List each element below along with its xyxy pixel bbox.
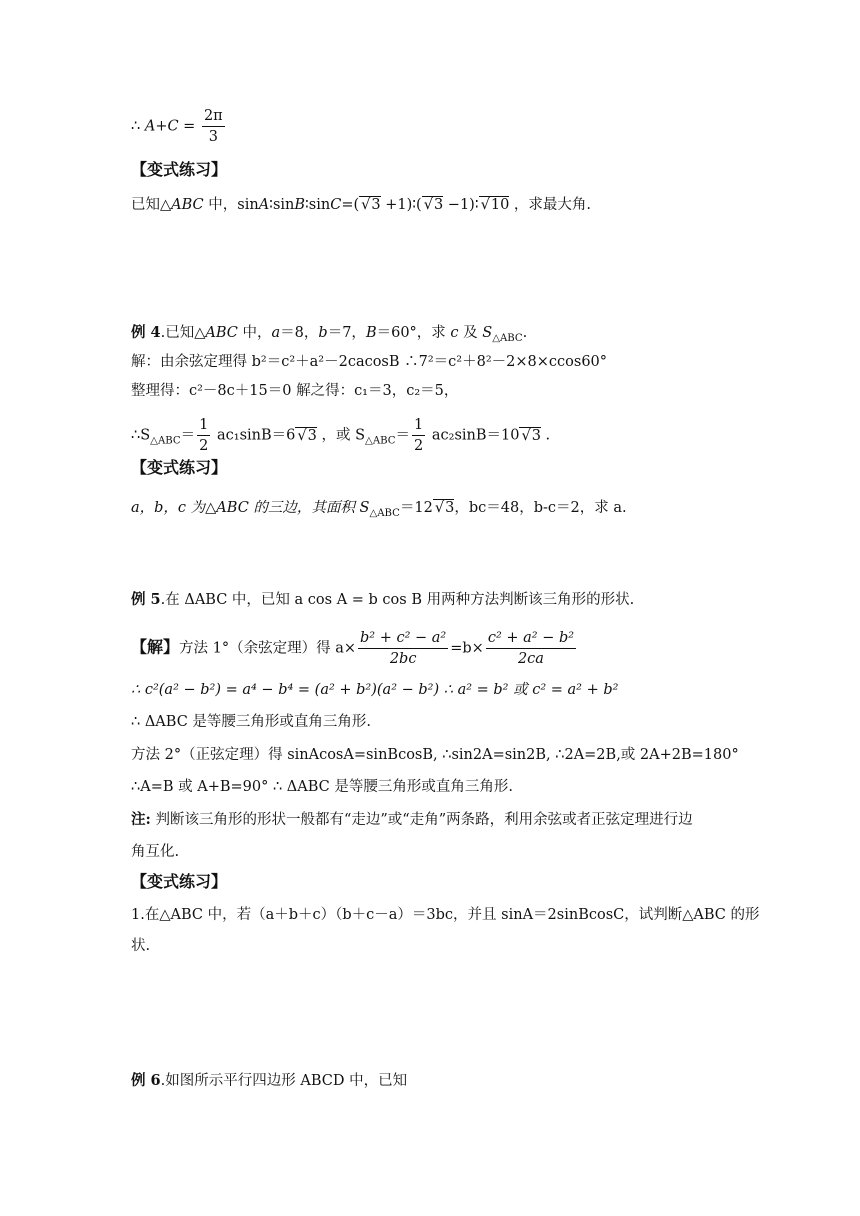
therefore-symbol: ∴ — [131, 118, 141, 135]
text: c — [450, 325, 459, 341]
solution-label: 【解】 — [131, 637, 180, 657]
subscript: △ABC — [365, 435, 396, 447]
example-5-conclusion-1: ∴ ΔABC 是等腰三角形或直角三角形. — [131, 714, 372, 730]
example-4-solution-line-3 — [131, 415, 550, 456]
cosine-fraction-a — [358, 628, 448, 669]
text: .已知△ — [160, 325, 206, 341]
text: ac₂sinB＝10 — [427, 427, 520, 444]
example-4-statement — [131, 323, 527, 343]
fraction-numerator: 2π — [202, 106, 225, 127]
example-label: 例 6 — [131, 1072, 161, 1089]
fraction-numerator: b² + c² − a² — [358, 628, 448, 649]
example-5-method-2: 方法 2°（正弦定理）得 sinAcosA=sinBcosB, ∴sin2A=sin2B, ∴2A=2B,或 2A+2B=180° — [131, 747, 739, 763]
text: ABC — [205, 325, 238, 341]
text: ＝7， — [327, 325, 366, 341]
example-5-conclusion-2: ∴A=B 或 A+B=90° ∴ ΔABC 是等腰三角形或直角三角形. — [131, 779, 513, 795]
practice-2-problem — [131, 498, 627, 518]
text: =( — [341, 197, 360, 213]
text: ＝8， — [280, 325, 319, 341]
fraction-denominator: 2bc — [389, 651, 417, 667]
example-5-statement — [131, 590, 634, 610]
angle-sum-fraction — [202, 106, 225, 147]
text: +1)∶( — [380, 197, 422, 213]
subscript: △ABC — [492, 332, 523, 344]
text: . — [540, 427, 551, 444]
example-6-statement — [131, 1071, 407, 1091]
text: 中， — [237, 325, 272, 341]
fraction-denominator: 2ca — [517, 651, 544, 667]
fraction-numerator: c² + a² − b² — [486, 628, 576, 649]
sqrt-3: √ 3 — [433, 499, 454, 516]
half-fraction — [197, 415, 210, 456]
text: =b× — [450, 640, 484, 657]
half-fraction — [412, 415, 425, 456]
text: C — [330, 197, 342, 213]
text: ac₁sinB＝6 — [212, 427, 296, 444]
text: a — [271, 325, 281, 341]
note-label: 注: — [131, 811, 151, 828]
fraction-denominator: 2 — [414, 438, 424, 454]
text: B — [294, 197, 306, 213]
text: ∴S — [131, 427, 151, 444]
angle-sum-lhs: A+C = — [144, 118, 196, 135]
example-5-method-1 — [131, 628, 578, 669]
practice-1-problem — [131, 195, 591, 215]
text: ＝ — [180, 427, 196, 444]
text: B — [365, 325, 377, 341]
example-4-solution-line-2: 整理得：c²－8c＋15＝0 解之得：c₁＝3，c₂＝5， — [131, 383, 459, 399]
angle-sum-result — [131, 106, 227, 147]
text: ＝ — [395, 427, 411, 444]
example-5-derivation: ∴ c²(a² − b²) = a⁴ − b⁴ = (a² + b²)(a² − b²) ∴ a² = b² 或 c² = a² + b² — [131, 682, 619, 698]
text: . — [522, 325, 528, 341]
text: ABC — [171, 197, 204, 213]
text: S — [482, 325, 493, 341]
fraction-denominator: 3 — [208, 129, 218, 145]
text: ＝12 — [399, 500, 433, 516]
subscript: △ABC — [369, 507, 400, 519]
practice-3-line-1: 1.在△ABC 中，若（a＋b＋c）（b＋c－a）＝3bc，并且 sinA＝2sinBcosC，试判断△ABC 的形 — [131, 907, 760, 923]
fraction-numerator: 1 — [197, 415, 210, 436]
example-label: 例 5 — [131, 591, 161, 608]
text: 及 — [458, 325, 483, 341]
text: ，bc＝48，b-c＝2，求 a. — [454, 500, 627, 516]
example-5-note — [131, 810, 693, 830]
text: b — [318, 325, 328, 341]
text: 中，sin — [203, 197, 259, 213]
text: ＝60°，求 — [376, 325, 451, 341]
sqrt-3: √ 3 — [359, 196, 380, 213]
text: −1)∶ — [443, 197, 479, 213]
sqrt-10: √ 10 — [479, 196, 510, 213]
sqrt-3: √ 3 — [422, 196, 443, 213]
fraction-denominator: 2 — [199, 438, 209, 454]
sqrt-3: √ 3 — [519, 427, 540, 444]
text: 已知△ — [131, 197, 172, 213]
cosine-fraction-b — [486, 628, 576, 669]
text: .在 ΔABC 中，已知 a cos A = b cos B 用两种方法判断该三角形的形状. — [160, 592, 635, 608]
text: ，求最大角. — [509, 197, 592, 213]
practice-heading-1: 【变式练习】 — [131, 160, 228, 179]
text: A — [258, 197, 270, 213]
text: 方法 1°（余弦定理）得 a× — [179, 640, 357, 657]
text: ∶sin — [305, 197, 331, 213]
sqrt-3: √ 3 — [295, 427, 316, 444]
example-5-note-cont: 角互化. — [131, 844, 180, 860]
text: .如图所示平行四边形 ABCD 中，已知 — [160, 1073, 408, 1089]
example-label: 例 4 — [131, 324, 161, 341]
fraction-numerator: 1 — [412, 415, 425, 436]
text: ，或 S — [316, 427, 366, 444]
text: a，b，c 为△ABC 的三边，其面积 S — [131, 500, 370, 516]
practice-3-line-2: 状. — [131, 938, 151, 954]
practice-heading-2: 【变式练习】 — [131, 458, 228, 477]
practice-heading-3: 【变式练习】 — [131, 872, 228, 891]
text: ∶sin — [269, 197, 295, 213]
example-4-solution-line-1: 解：由余弦定理得 b²＝c²＋a²－2cacosB ∴7²＝c²＋8²－2×8×ccos60° — [131, 354, 608, 370]
text: 判断该三角形的形状一般都有“走边”或“走角”两条路，利用余弦或者正弦定理进行边 — [150, 812, 693, 828]
subscript: △ABC — [150, 435, 181, 447]
